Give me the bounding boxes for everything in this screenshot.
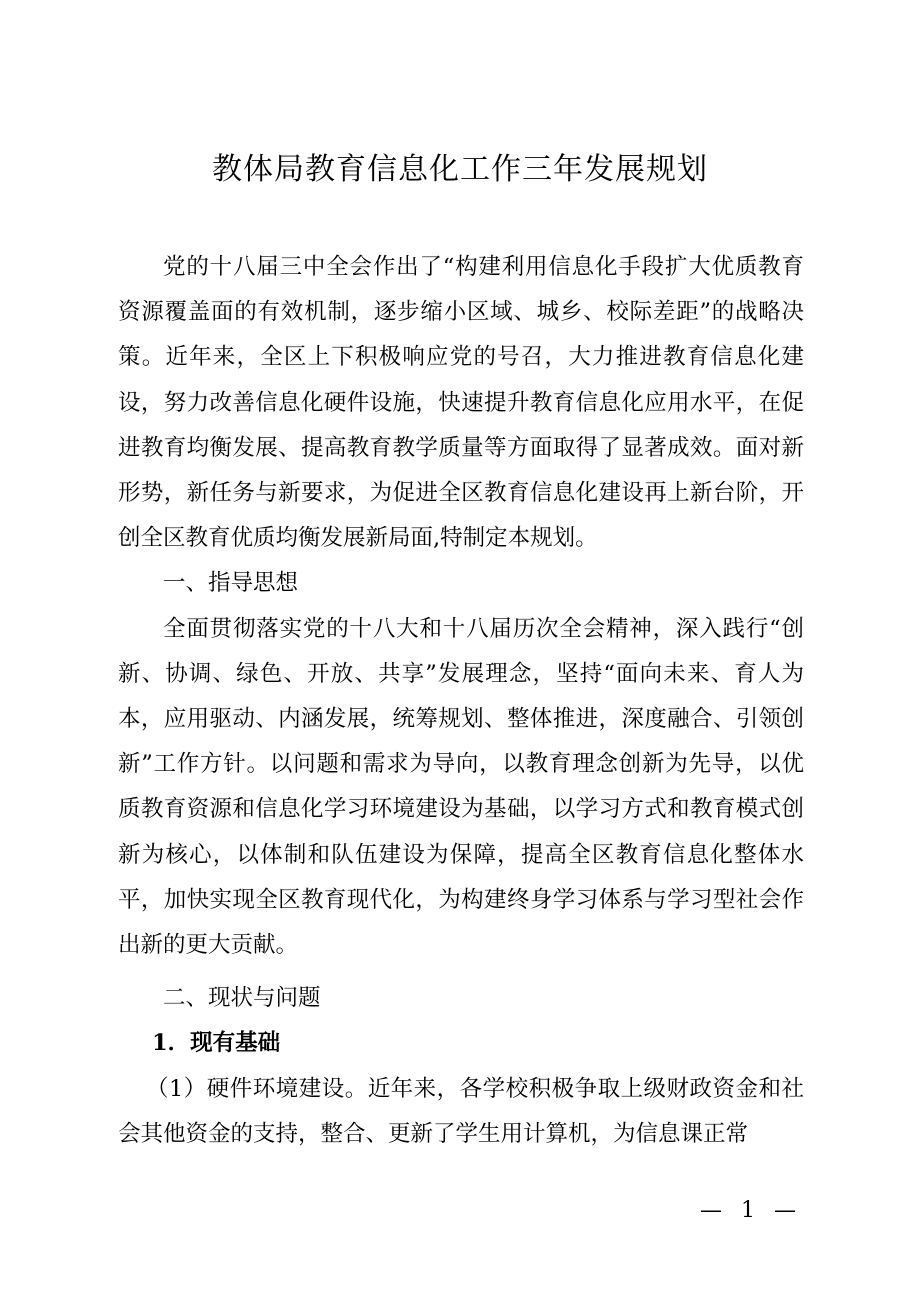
document-body — [118, 245, 804, 1157]
subsection-heading-existing-foundation: 1．现有基础 — [152, 1030, 281, 1057]
document-title: 教体局教育信息化工作三年发展规划 — [212, 152, 708, 187]
section-heading-status-problems: 二、现状与问题 — [163, 985, 321, 1012]
guiding-thought-paragraph: 全面贯彻落实党的十八大和十八届历次全会精神，深入践行“创新、协调、绿色、开放、共享”发展理念，坚持“面向未来、育人为本，应用驱动、内涵发展，统筹规划、整体推进，深度融合、引领创新”工作方针。以问题和需求为导向，以教育理念创新为先导，以优质教育资源和信息化学习环境建设为基础，以学习方式和教育模式创新为核心，以体制和队伍建设为保障，提高全区教育信息化整体水平，加快实现全区教育现代化，为构建终身学习体系与学习型社会作出新的更大贡献。 — [118, 615, 804, 959]
page-number: — 1 — — [700, 1198, 802, 1223]
section-heading-guiding-thought: 一、指导思想 — [163, 570, 299, 597]
hardware-environment-paragraph: （1）硬件环境建设。近年来，各学校积极争取上级财政资金和社会其他资金的支持，整合、更新了学生用计算机，为信息课正常 — [118, 1075, 804, 1147]
intro-paragraph: 党的十八届三中全会作出了“构建利用信息化手段扩大优质教育资源覆盖面的有效机制，逐步缩小区域、城乡、校际差距”的战略决策。近年来，全区上下积极响应党的号召，大力推进教育信息化建设，努力改善信息化硬件设施，快速提升教育信息化应用水平，在促进教育均衡发展、提高教育教学质量等方面取得了显著成效。面对新形势，新任务与新要求，为促进全区教育信息化建设再上新台阶，开创全区教育优质均衡发展新局面,特制定本规划。 — [118, 254, 804, 552]
